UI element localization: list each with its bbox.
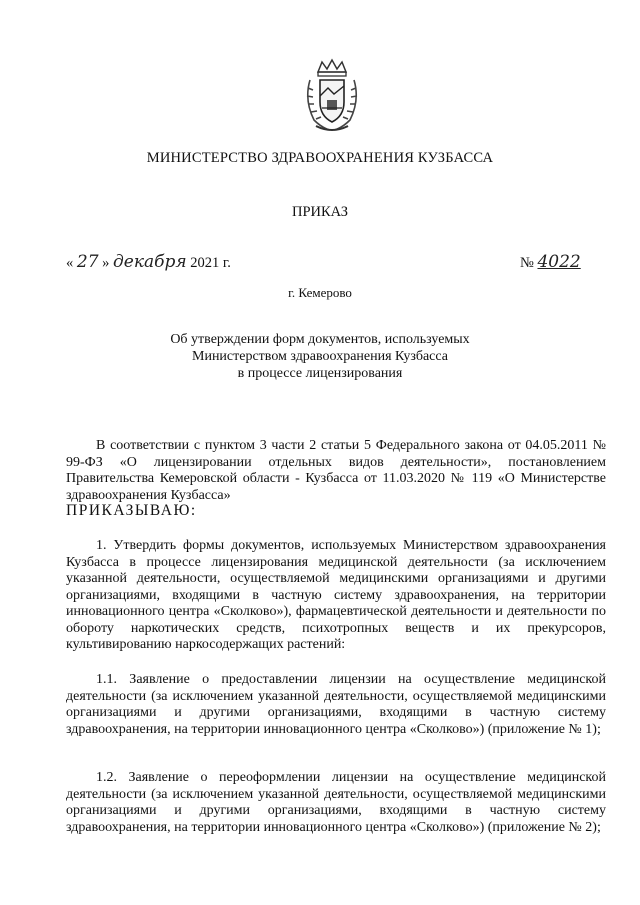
order-number — [520, 252, 581, 272]
order-date — [66, 252, 231, 272]
coat-of-arms-emblem — [300, 58, 364, 134]
city-name: г. Кемерово — [288, 285, 352, 300]
date-open-quote: « — [66, 255, 74, 271]
subject-line: Об утверждении форм документов, используемых — [170, 332, 470, 347]
order-subject — [0, 331, 640, 382]
date-close-quote: » — [102, 255, 110, 271]
subject-line: в процессе лицензирования — [237, 366, 403, 381]
number-handwritten: 4022 — [537, 252, 581, 272]
date-month-handwritten: декабря — [113, 252, 187, 272]
item-1-1-paragraph: 1.1. Заявление о предоставлении лицензии на осуществление медицинской деятельности (за исключением указанной деятельности, осуществляемой медицинскими организациями и другими организациями, входящими в частную систему здравоохранения, на территории инновационного центра «Сколково») (приложение № 1); — [66, 672, 606, 737]
item-1-2-paragraph: 1.2. Заявление о переоформлении лицензии на осуществление медицинской деятельности (за исключением указанной деятельности, осуществляемой медицинскими организациями и другими организациями, входящими в частную систему здравоохранения, на территории инновационного центра «Сколково») (приложение № 2); — [66, 770, 606, 835]
number-sign: № — [520, 255, 534, 271]
preamble-paragraph: В соответствии с пунктом 3 части 2 статьи 5 Федерального закона от 04.05.2011 № 99-ФЗ «О лицензировании отдельных видов деятельности», постановлением Правительства Кемеровской области - Кузбасса от 11.03.2020 № 119 «О Министерстве здравоохранения Кузбасса» — [66, 438, 606, 503]
date-year: 2021 г. — [190, 255, 231, 271]
ministry-name: МИНИСТЕРСТВО ЗДРАВООХРАНЕНИЯ КУЗБАССА — [146, 150, 494, 166]
document-type-title: ПРИКАЗ — [291, 204, 349, 220]
subject-line: Министерством здравоохранения Кузбасса — [192, 349, 448, 364]
decree-heading: ПРИКАЗЫВАЮ: — [66, 502, 197, 519]
item-1-paragraph: 1. Утвердить формы документов, используемых Министерством здравоохранения Кузбасса в процессе лицензирования медицинской деятельности (за исключением указанной деятельности, осуществляемой медицинскими организациями и другими организациями, входящими в частную систему здравоохранения, на территории инновационного центра «Сколково»), фармацевтической деятельности и деятельности по обороту наркотических средств, психотропных веществ и их прекурсоров, культивированию наркосодержащих растений: — [66, 538, 606, 652]
date-day-handwritten: 27 — [76, 252, 99, 272]
